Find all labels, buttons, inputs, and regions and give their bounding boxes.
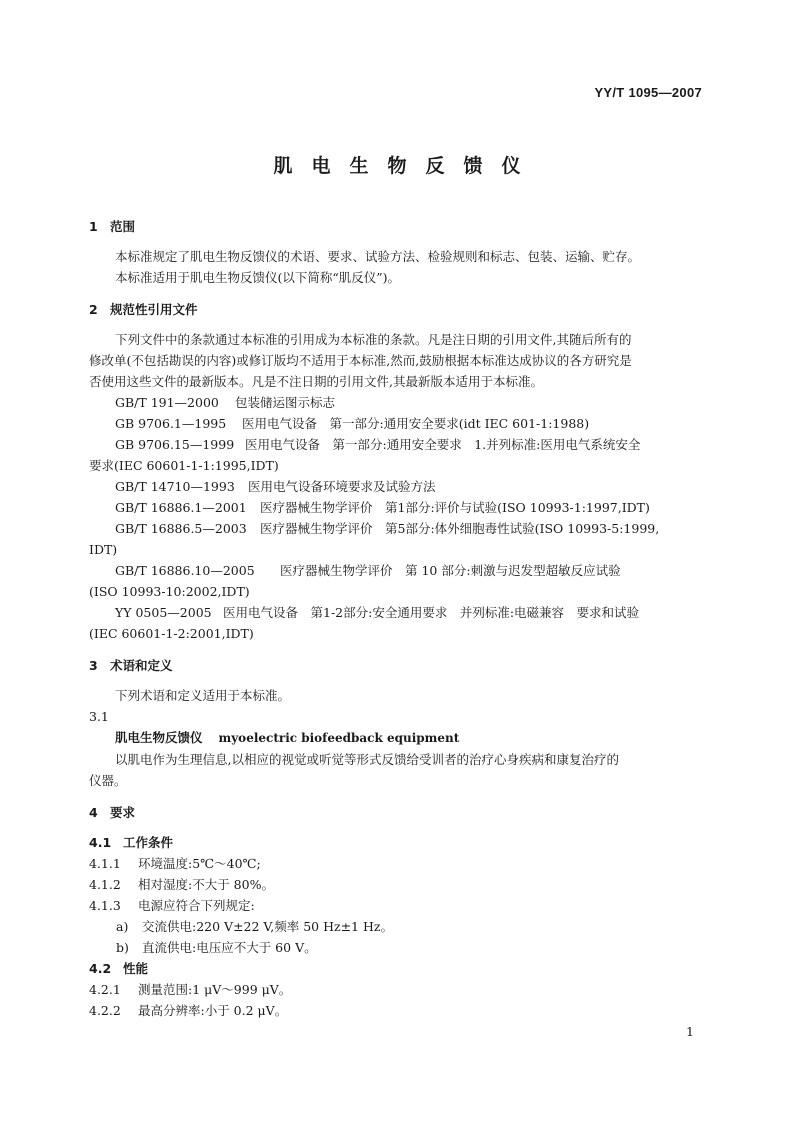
clause-4-2-2	[89, 1000, 705, 1021]
clause-number: 4.1.3	[89, 898, 121, 913]
reference-title-continued: 要求(IEC 60601-1-1:1995,IDT)	[89, 458, 279, 473]
clause-text: 电源应符合下列规定:	[138, 898, 255, 913]
list-marker: a)	[116, 919, 129, 934]
terms-intro: 下列术语和定义适用于本标准。	[115, 688, 291, 703]
section-title: 范围	[110, 219, 136, 234]
reference-code: GB/T 16886.1—2001	[115, 500, 247, 515]
reference-title: 医疗器械生物学评价 第5部分:体外细胞毒性试验(ISO 10993-5:1999,	[260, 521, 660, 536]
term-definition-line-1: 以肌电作为生理信息,以相应的视觉或听觉等形式反馈给受训者的治疗心身疾病和康复治疗的	[115, 752, 619, 767]
clause-4-2-1	[89, 979, 705, 1000]
reference-code: YY 0505—2005	[115, 605, 212, 620]
clause-text: 测量范围:1 μV～999 μV。	[138, 982, 292, 997]
clause-4-1-1	[89, 853, 705, 874]
reference-item	[89, 602, 705, 623]
reference-item	[89, 518, 705, 539]
reference-title: 医用电气设备 第一部分:通用安全要求(idt IEC 601-1:1988)	[242, 416, 590, 431]
reference-item	[89, 434, 705, 455]
reference-title: 医用电气设备 第1-2部分:安全通用要求 并列标准:电磁兼容 要求和试验	[223, 605, 640, 620]
clause-number: 4.2.2	[89, 1003, 121, 1018]
section-title: 术语和定义	[110, 658, 173, 673]
reference-title: 包装储运图示标志	[235, 395, 336, 410]
subsection-title: 性能	[123, 961, 149, 976]
references-intro-line-2: 修改单(不包括勘误的内容)或修订版均不适用于本标准,然而,鼓励根据本标准达成协议的各方研究是	[89, 353, 632, 368]
section-number: 4	[89, 805, 98, 820]
reference-title: 医疗器械生物学评价 第 10 部分:刺激与迟发型超敏反应试验	[280, 563, 621, 578]
subsection-number: 4.2	[89, 961, 112, 976]
section-number: 2	[89, 302, 98, 317]
scope-paragraph-1: 本标准规定了肌电生物反馈仪的术语、要求、试验方法、检验规则和标志、包装、运输、贮存。	[115, 249, 641, 264]
clause-text: 相对湿度:不大于 80%。	[138, 877, 274, 892]
page-number: 1	[686, 1024, 694, 1039]
clause-4-1-3	[89, 895, 705, 916]
reference-item	[89, 497, 705, 518]
section-4-heading	[89, 802, 705, 823]
term-name-english: myoelectric biofeedback equipment	[218, 731, 460, 745]
section-3-heading	[89, 655, 705, 676]
subsection-4-2-heading	[89, 958, 705, 979]
reference-title: 医疗器械生物学评价 第1部分:评价与试验(ISO 10993-1:1997,IDT)	[260, 500, 650, 515]
list-item-a	[89, 916, 705, 937]
term-definition-line-2: 仪器。	[89, 773, 127, 788]
reference-title-continued: (ISO 10993-10:2002,IDT)	[89, 584, 250, 599]
clause-text: 环境温度:5℃～40℃;	[138, 856, 261, 871]
section-number: 1	[89, 219, 98, 234]
reference-item	[89, 392, 705, 413]
section-number: 3	[89, 658, 98, 673]
reference-title-continued: (IEC 60601-1-2:2001,IDT)	[89, 626, 254, 641]
reference-code: GB 9706.15—1999	[115, 437, 235, 452]
scope-paragraph-2: 本标准适用于肌电生物反馈仪(以下简称“肌反仪”)。	[115, 270, 401, 285]
clause-number: 4.1.2	[89, 877, 121, 892]
section-title: 要求	[110, 805, 136, 820]
reference-code: GB/T 16886.10—2005	[115, 563, 255, 578]
reference-title: 医用电气设备 第一部分:通用安全要求 1.并列标准:医用电气系统安全	[245, 437, 641, 452]
document-body	[89, 216, 705, 1021]
reference-title-continued: IDT)	[89, 542, 118, 557]
term-name-chinese: 肌电生物反馈仪	[115, 730, 203, 745]
list-text: 直流供电:电压应不大于 60 V。	[142, 940, 317, 955]
reference-item	[89, 413, 705, 434]
list-item-b	[89, 937, 705, 958]
references-intro-line-1: 下列文件中的条款通过本标准的引用成为本标准的条款。凡是注日期的引用文件,其随后所有的	[115, 332, 632, 347]
reference-code: GB 9706.1—1995	[115, 416, 227, 431]
reference-item	[89, 476, 705, 497]
reference-code: GB/T 14710—1993	[115, 479, 235, 494]
subsection-title: 工作条件	[123, 835, 174, 850]
section-2-heading	[89, 299, 705, 320]
clause-4-1-2	[89, 874, 705, 895]
standard-number: YY/T 1095—2007	[594, 85, 702, 100]
term-number: 3.1	[89, 709, 109, 724]
reference-code: GB/T 191—2000	[115, 395, 219, 410]
clause-text: 最高分辨率:小于 0.2 μV。	[138, 1003, 288, 1018]
reference-code: GB/T 16886.5—2003	[115, 521, 247, 536]
term-entry	[89, 727, 705, 749]
list-text: 交流供电:220 V±22 V,频率 50 Hz±1 Hz。	[142, 919, 393, 934]
reference-item	[89, 560, 705, 581]
clause-number: 4.1.1	[89, 856, 121, 871]
subsection-4-1-heading	[89, 832, 705, 853]
document-title: 肌电生物反馈仪	[273, 155, 540, 177]
reference-title: 医用电气设备环境要求及试验方法	[248, 479, 436, 494]
clause-number: 4.2.1	[89, 982, 121, 997]
references-intro-line-3: 否使用这些文件的最新版本。凡是不注日期的引用文件,其最新版本适用于本标准。	[89, 374, 543, 389]
section-1-heading	[89, 216, 705, 237]
list-marker: b)	[116, 940, 129, 955]
subsection-number: 4.1	[89, 835, 112, 850]
section-title: 规范性引用文件	[110, 302, 198, 317]
